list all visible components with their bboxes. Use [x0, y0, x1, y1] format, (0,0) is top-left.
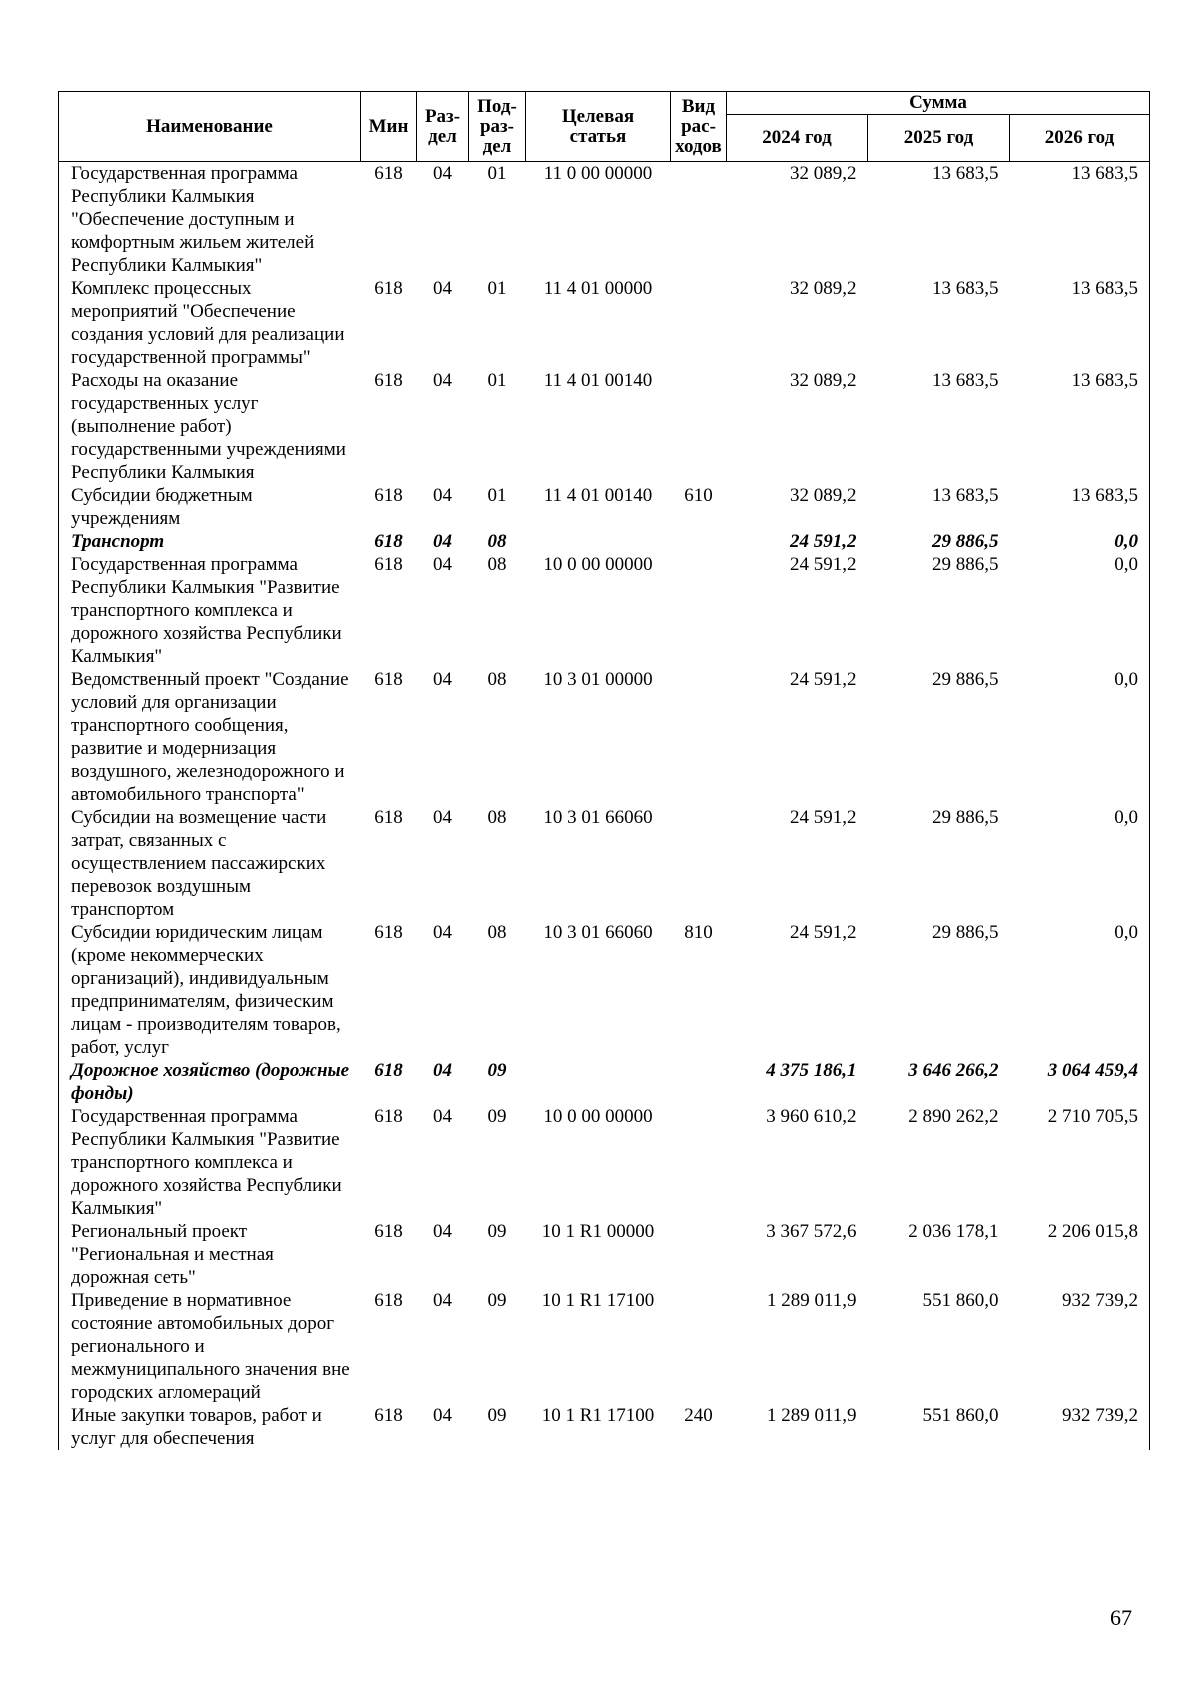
- cell-podrazdel: 08: [487, 922, 507, 943]
- cell-tselevaya-statya: 10 3 01 66060: [543, 922, 653, 943]
- cell-podrazdel: 01: [487, 370, 507, 391]
- cell-tselevaya-statya: [526, 530, 671, 553]
- header-summa: Сумма: [727, 92, 1150, 115]
- header-min: Мин: [361, 92, 417, 162]
- cell-vid-rashodov: [671, 806, 727, 921]
- cell-min: 618: [374, 1060, 403, 1081]
- cell-tselevaya-statya: 10 1 R1 17100: [541, 1405, 655, 1426]
- cell-2024: 1 289 011,9: [766, 1405, 857, 1426]
- cell-podrazdel: 08: [487, 669, 507, 690]
- cell-podrazdel: 09: [487, 1405, 507, 1426]
- cell-vid-rashodov: [671, 1059, 727, 1105]
- cell-2024: 24 591,2: [790, 554, 857, 575]
- cell-2025: 29 886,5: [932, 807, 999, 828]
- header-year-2025: 2025 год: [868, 115, 1010, 162]
- cell-2025: 3 646 266,2: [908, 1060, 999, 1081]
- cell-2024: 24 591,2: [790, 531, 857, 552]
- cell-tselevaya-statya: [526, 1059, 671, 1105]
- cell-2025: 2 890 262,2: [908, 1106, 999, 1127]
- cell-razdel: 04: [433, 669, 452, 690]
- table-body: [59, 162, 1150, 1451]
- table-row: [59, 1289, 1150, 1404]
- cell-2025: 29 886,5: [932, 669, 999, 690]
- cell-razdel: 04: [433, 163, 452, 184]
- table-row: [59, 162, 1150, 278]
- cell-razdel: 04: [433, 807, 452, 828]
- cell-min: 618: [374, 1221, 403, 1242]
- cell-min: 618: [374, 163, 403, 184]
- cell-min: 618: [374, 669, 403, 690]
- cell-2025: 29 886,5: [932, 554, 999, 575]
- table-header: [59, 92, 1150, 162]
- cell-vid-rashodov: [671, 530, 727, 553]
- cell-podrazdel: 08: [487, 807, 507, 828]
- cell-2026: 0,0: [1010, 921, 1150, 1059]
- cell-razdel: 04: [433, 922, 452, 943]
- cell-2024: 24 591,2: [790, 922, 857, 943]
- page-number: 67: [1110, 1605, 1132, 1630]
- cell-razdel: 04: [433, 1106, 452, 1127]
- cell-razdel: 04: [433, 1290, 452, 1311]
- cell-name: Государственная программа Республики Калмыкия "Развитие транспортного комплекса и дорожного хозяйства Республики Калмыкия": [59, 553, 361, 668]
- cell-name: Иные закупки товаров, работ и услуг для обеспечения: [59, 1404, 361, 1450]
- cell-podrazdel: 09: [487, 1221, 507, 1242]
- cell-name: Дорожное хозяйство (дорожные фонды): [59, 1059, 361, 1105]
- cell-name: Приведение в нормативное состояние автомобильных дорог регионального и межмуниципального значения вне городских агломераций: [59, 1289, 361, 1404]
- cell-razdel: 04: [433, 485, 452, 506]
- table-row: [59, 553, 1150, 668]
- cell-razdel: 04: [433, 554, 452, 575]
- cell-min: 618: [374, 370, 403, 391]
- cell-tselevaya-statya: 10 0 00 00000: [543, 1106, 653, 1127]
- table-row: [59, 530, 1150, 553]
- cell-podrazdel: 01: [487, 485, 507, 506]
- cell-podrazdel: 01: [487, 278, 507, 299]
- cell-2026: 13 683,5: [1010, 484, 1150, 530]
- table-row: [59, 369, 1150, 484]
- cell-razdel: 04: [433, 278, 452, 299]
- cell-2026: 932 739,2: [1010, 1289, 1150, 1404]
- cell-razdel: 04: [433, 370, 452, 391]
- cell-2026: 2 710 705,5: [1010, 1105, 1150, 1220]
- table-row: [59, 484, 1150, 530]
- cell-name: Государственная программа Республики Калмыкия "Обеспечение доступным и комфортным жильем жителей Республики Калмыкия": [59, 162, 361, 278]
- cell-2024: 3 367 572,6: [766, 1221, 857, 1242]
- cell-2025: 13 683,5: [932, 370, 999, 391]
- budget-table: [58, 91, 1150, 1450]
- cell-tselevaya-statya: 10 1 R1 00000: [541, 1221, 655, 1242]
- cell-podrazdel: 09: [487, 1106, 507, 1127]
- cell-vid-rashodov: 240: [684, 1405, 713, 1426]
- header-razdel: Раз- дел: [417, 92, 469, 162]
- cell-2026: 932 739,2: [1010, 1404, 1150, 1450]
- table-row: [59, 921, 1150, 1059]
- cell-name: Субсидии на возмещение части затрат, связанных с осуществлением пассажирских перевозок воздушным транспортом: [59, 806, 361, 921]
- cell-tselevaya-statya: 10 1 R1 17100: [541, 1290, 655, 1311]
- cell-min: 618: [374, 1405, 403, 1426]
- cell-podrazdel: 01: [487, 163, 507, 184]
- cell-min: 618: [374, 485, 403, 506]
- cell-2026: 0,0: [1010, 806, 1150, 921]
- cell-2025: 551 860,0: [922, 1405, 999, 1426]
- cell-2026: 0,0: [1010, 530, 1150, 553]
- cell-min: 618: [374, 1290, 403, 1311]
- header-year-2024: 2024 год: [727, 115, 868, 162]
- cell-name: Региональный проект "Региональная и местная дорожная сеть": [59, 1220, 361, 1289]
- cell-tselevaya-statya: 11 4 01 00000: [543, 278, 653, 299]
- cell-name: Ведомственный проект "Создание условий для организации транспортного сообщения, развитие и модернизация воздушного, железнодорожного и автомобильного транспорта": [59, 668, 361, 806]
- table-row: [59, 1404, 1150, 1450]
- table-row: [59, 1220, 1150, 1289]
- cell-vid-rashodov: [671, 277, 727, 369]
- cell-podrazdel: 08: [487, 531, 507, 552]
- header-podrazdel: Под- раз- дел: [469, 92, 526, 162]
- cell-podrazdel: 09: [487, 1060, 507, 1081]
- cell-name: Субсидии бюджетным учреждениям: [59, 484, 361, 530]
- cell-podrazdel: 08: [487, 554, 507, 575]
- cell-min: 618: [374, 531, 403, 552]
- cell-2025: 29 886,5: [932, 922, 999, 943]
- cell-2026: 13 683,5: [1010, 369, 1150, 484]
- cell-tselevaya-statya: 10 3 01 00000: [543, 669, 653, 690]
- cell-tselevaya-statya: 10 3 01 66060: [543, 807, 653, 828]
- cell-name: Расходы на оказание государственных услуг (выполнение работ) государственными учреждениями Республики Калмыкия: [59, 369, 361, 484]
- cell-tselevaya-statya: 10 0 00 00000: [543, 554, 653, 575]
- cell-2025: 2 036 178,1: [908, 1221, 999, 1242]
- cell-2026: 2 206 015,8: [1010, 1220, 1150, 1289]
- cell-tselevaya-statya: 11 4 01 00140: [543, 370, 653, 391]
- cell-2025: 13 683,5: [932, 163, 999, 184]
- cell-name: Государственная программа Республики Калмыкия "Развитие транспортного комплекса и дорожного хозяйства Республики Калмыкия": [59, 1105, 361, 1220]
- cell-razdel: 04: [433, 1405, 452, 1426]
- cell-2024: 4 375 186,1: [766, 1060, 857, 1081]
- cell-tselevaya-statya: 11 0 00 00000: [543, 163, 653, 184]
- cell-razdel: 04: [433, 1221, 452, 1242]
- cell-vid-rashodov: [671, 553, 727, 668]
- cell-2025: 13 683,5: [932, 485, 999, 506]
- table-row: [59, 1105, 1150, 1220]
- cell-vid-rashodov: [671, 162, 727, 278]
- cell-2024: 32 089,2: [790, 370, 857, 391]
- cell-2026: 0,0: [1010, 553, 1150, 668]
- cell-name: Субсидии юридическим лицам (кроме некоммерческих организаций), индивидуальным предпринимателям, физическим лицам - производителям товаров, работ, услуг: [59, 921, 361, 1059]
- cell-min: 618: [374, 807, 403, 828]
- cell-2025: 551 860,0: [922, 1290, 999, 1311]
- table-row: [59, 668, 1150, 806]
- cell-2024: 1 289 011,9: [766, 1290, 857, 1311]
- cell-razdel: 04: [433, 531, 452, 552]
- cell-2024: 24 591,2: [790, 669, 857, 690]
- cell-vid-rashodov: 610: [684, 485, 713, 506]
- cell-2026: 0,0: [1010, 668, 1150, 806]
- cell-2026: 13 683,5: [1010, 277, 1150, 369]
- cell-podrazdel: 09: [487, 1290, 507, 1311]
- cell-2026: 3 064 459,4: [1010, 1059, 1150, 1105]
- table-row: [59, 1059, 1150, 1105]
- header-tselevaya-statya: Целевая статья: [526, 92, 671, 162]
- cell-2024: 32 089,2: [790, 278, 857, 299]
- table-row: [59, 806, 1150, 921]
- header-year-2026: 2026 год: [1010, 115, 1150, 162]
- header-name: Наименование: [59, 92, 361, 162]
- cell-min: 618: [374, 1106, 403, 1127]
- table-row: [59, 277, 1150, 369]
- cell-min: 618: [374, 554, 403, 575]
- cell-2025: 29 886,5: [932, 531, 999, 552]
- cell-2024: 24 591,2: [790, 807, 857, 828]
- cell-min: 618: [374, 278, 403, 299]
- cell-2024: 32 089,2: [790, 163, 857, 184]
- cell-2024: 32 089,2: [790, 485, 857, 506]
- cell-2024: 3 960 610,2: [766, 1106, 857, 1127]
- cell-name: Транспорт: [59, 530, 361, 553]
- cell-vid-rashodov: [671, 1105, 727, 1220]
- cell-vid-rashodov: [671, 668, 727, 806]
- cell-name: Комплекс процессных мероприятий "Обеспечение создания условий для реализации государственной программы": [59, 277, 361, 369]
- cell-vid-rashodov: [671, 1289, 727, 1404]
- cell-min: 618: [374, 922, 403, 943]
- cell-vid-rashodov: [671, 1220, 727, 1289]
- cell-tselevaya-statya: 11 4 01 00140: [543, 485, 653, 506]
- cell-razdel: 04: [433, 1060, 452, 1081]
- header-vid-rashodov: Вид рас- ходов: [671, 92, 727, 162]
- cell-vid-rashodov: 810: [684, 922, 713, 943]
- cell-2026: 13 683,5: [1010, 162, 1150, 278]
- cell-vid-rashodov: [671, 369, 727, 484]
- cell-2025: 13 683,5: [932, 278, 999, 299]
